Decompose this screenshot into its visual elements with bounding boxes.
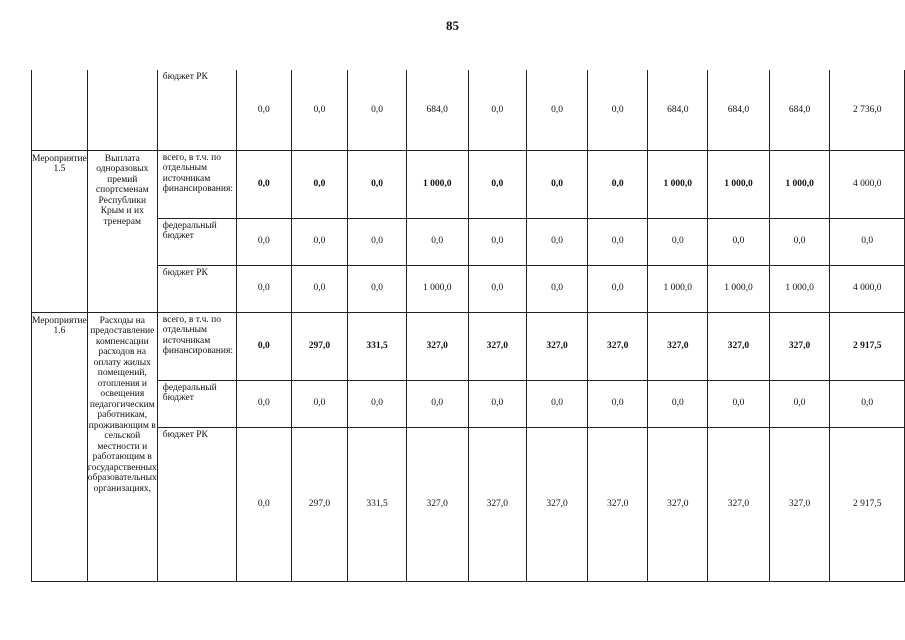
value-cell: 327,0 xyxy=(527,427,588,581)
value-cell: 0,0 xyxy=(291,380,348,427)
value-cell: 1 000,0 xyxy=(708,150,770,218)
value-cell: 327,0 xyxy=(468,427,527,581)
value-cell: 0,0 xyxy=(587,218,648,265)
value-cell: 331,5 xyxy=(348,312,407,380)
source-cell: бюджет РК xyxy=(157,265,236,312)
table-row xyxy=(32,312,905,380)
value-cell: 327,0 xyxy=(406,312,468,380)
value-cell: 0,0 xyxy=(236,380,291,427)
measure-code-cell: Мероприятие 1.6 xyxy=(32,312,88,581)
value-cell: 0,0 xyxy=(348,150,407,218)
value-cell: 0,0 xyxy=(708,218,770,265)
value-cell: 0,0 xyxy=(527,218,588,265)
value-cell: 0,0 xyxy=(348,70,407,150)
table-row xyxy=(32,265,905,312)
value-cell: 0,0 xyxy=(348,218,407,265)
value-cell: 0,0 xyxy=(291,265,348,312)
value-cell: 0,0 xyxy=(587,265,648,312)
value-cell: 0,0 xyxy=(236,70,291,150)
value-cell: 327,0 xyxy=(468,312,527,380)
value-cell: 0,0 xyxy=(527,380,588,427)
value-cell: 0,0 xyxy=(236,427,291,581)
value-cell: 0,0 xyxy=(236,265,291,312)
value-cell: 327,0 xyxy=(708,427,770,581)
value-cell: 1 000,0 xyxy=(769,150,830,218)
value-cell: 0,0 xyxy=(406,380,468,427)
value-cell: 0,0 xyxy=(291,150,348,218)
source-cell: всего, в т.ч. по отдельным источникам финансирования: xyxy=(157,150,236,218)
value-cell: 0,0 xyxy=(291,218,348,265)
title-cell xyxy=(87,70,157,150)
value-cell: 327,0 xyxy=(648,427,708,581)
value-cell: 1 000,0 xyxy=(769,265,830,312)
value-cell: 0,0 xyxy=(527,265,588,312)
value-cell: 0,0 xyxy=(587,150,648,218)
measure-code-cell: Мероприятие 1.5 xyxy=(32,150,88,312)
value-cell: 0,0 xyxy=(708,380,770,427)
value-cell: 0,0 xyxy=(236,150,291,218)
table-row xyxy=(32,380,905,427)
value-cell: 684,0 xyxy=(708,70,770,150)
value-cell: 1 000,0 xyxy=(648,265,708,312)
value-cell: 0,0 xyxy=(468,218,527,265)
value-cell: 327,0 xyxy=(769,427,830,581)
value-cell: 1 000,0 xyxy=(406,265,468,312)
source-cell: федеральный бюджет xyxy=(157,218,236,265)
value-cell: 0,0 xyxy=(527,150,588,218)
value-cell: 0,0 xyxy=(236,312,291,380)
value-cell: 327,0 xyxy=(648,312,708,380)
value-cell: 684,0 xyxy=(648,70,708,150)
value-cell: 327,0 xyxy=(587,312,648,380)
value-cell: 0,0 xyxy=(830,380,905,427)
value-cell: 4 000,0 xyxy=(830,265,905,312)
table-row xyxy=(32,70,905,150)
value-cell: 0,0 xyxy=(236,218,291,265)
table-row xyxy=(32,150,905,218)
value-cell: 0,0 xyxy=(406,218,468,265)
budget-table-container xyxy=(31,70,905,582)
value-cell: 684,0 xyxy=(769,70,830,150)
value-cell: 327,0 xyxy=(527,312,588,380)
value-cell: 0,0 xyxy=(348,265,407,312)
value-cell: 297,0 xyxy=(291,312,348,380)
value-cell: 1 000,0 xyxy=(708,265,770,312)
value-cell: 0,0 xyxy=(468,265,527,312)
value-cell: 1 000,0 xyxy=(406,150,468,218)
budget-table xyxy=(31,70,905,582)
value-cell: 297,0 xyxy=(291,427,348,581)
value-cell: 0,0 xyxy=(648,218,708,265)
value-cell: 1 000,0 xyxy=(648,150,708,218)
value-cell: 0,0 xyxy=(587,380,648,427)
value-cell: 327,0 xyxy=(587,427,648,581)
value-cell: 0,0 xyxy=(291,70,348,150)
value-cell: 0,0 xyxy=(769,380,830,427)
value-cell: 684,0 xyxy=(406,70,468,150)
value-cell: 0,0 xyxy=(648,380,708,427)
value-cell: 0,0 xyxy=(348,380,407,427)
value-cell: 2 917,5 xyxy=(830,427,905,581)
table-row xyxy=(32,427,905,581)
code-cell xyxy=(32,70,88,150)
value-cell: 0,0 xyxy=(468,70,527,150)
value-cell: 327,0 xyxy=(769,312,830,380)
value-cell: 0,0 xyxy=(527,70,588,150)
measure-title-cell: Выплата одноразовых премий спортсменам Республики Крым и их тренерам xyxy=(87,150,157,312)
value-cell: 331,5 xyxy=(348,427,407,581)
value-cell: 0,0 xyxy=(468,150,527,218)
value-cell: 0,0 xyxy=(468,380,527,427)
source-cell: федеральный бюджет xyxy=(157,380,236,427)
value-cell: 0,0 xyxy=(830,218,905,265)
source-cell: всего, в т.ч. по отдельным источникам финансирования: xyxy=(157,312,236,380)
value-cell: 2 736,0 xyxy=(830,70,905,150)
measure-title-cell: Расходы на предоставление компенсации расходов на оплату жилых помещений, отопления и освещения педагогическим работникам, проживающим в сельской местности и работающим в государственных образовательных организациях, xyxy=(87,312,157,581)
value-cell: 2 917,5 xyxy=(830,312,905,380)
table-row xyxy=(32,218,905,265)
page-number: 85 xyxy=(446,18,459,33)
value-cell: 0,0 xyxy=(587,70,648,150)
source-cell: бюджет РК xyxy=(157,427,236,581)
value-cell: 327,0 xyxy=(406,427,468,581)
value-cell: 4 000,0 xyxy=(830,150,905,218)
source-cell: бюджет РК xyxy=(157,70,236,150)
value-cell: 0,0 xyxy=(769,218,830,265)
value-cell: 327,0 xyxy=(708,312,770,380)
